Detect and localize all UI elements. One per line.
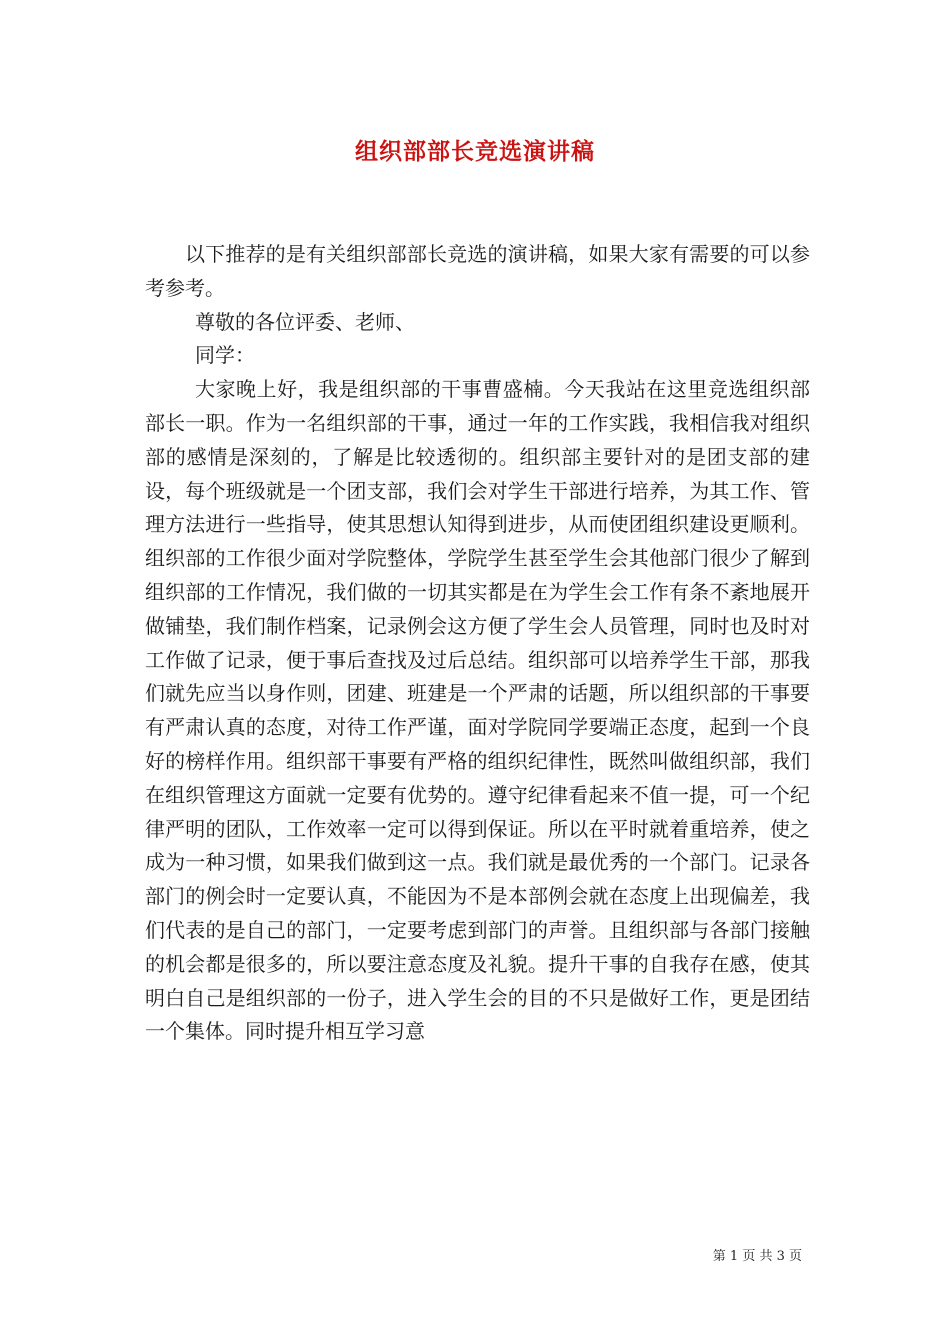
- document-body: [145, 238, 810, 1049]
- salutation-line-2: 同学：: [195, 343, 255, 368]
- document-title: 组织部部长竞选演讲稿: [355, 138, 595, 165]
- page-number-indicator: 第 1 页 共 3 页: [712, 1249, 802, 1264]
- salutation-line: 尊敬的各位评委、老师、: [195, 309, 415, 334]
- speech-body-paragraph: 大家晚上好，我是组织部的干事曹盛楠。今天我站在这里竞选组织部部长一职。作为一名组织部的干事，通过一年的工作实践，我相信我对组织部的感情是深刻的，了解是比较透彻的。组织部主要针对的是团支部的建设，每个班级就是一个团支部，我们会对学生干部进行培养，为其工作、管理方法进行一些指导，使其思想认知得到进步，从而使团组织建设更顺利。组织部的工作很少面对学院整体，学院学生甚至学生会其他部门很少了解到组织部的工作情况，我们做的一切其实都是在为学生会工作有条不紊地展开做铺垫，我们制作档案，记录例会这方便了学生会人员管理，同时也及时对工作做了记录，便于事后查找及过后总结。组织部可以培养学生干部，那我们就先应当以身作则，团建、班建是一个严肃的话题，所以组织部的干事要有严肃认真的态度，对待工作严谨，面对学院同学要端正态度，起到一个良好的榜样作用。组织部干事要有严格的组织纪律性，既然叫做组织部，我们在组织管理这方面就一定要有优势的。遵守纪律看起来不值一提，可一个纪律严明的团队，工作效率一定可以得到保证。所以在平时就着重培养，使之成为一种习惯，如果我们做到这一点。我们就是最优秀的一个部门。记录各部门的例会时一定要认真，不能因为不是本部例会就在态度上出现偏差，我们代表的是自己的部门，一定要考虑到部门的声誉。且组织部与各部门接触的机会都是很多的，所以要注意态度及礼貌。提升干事的自我存在感，使其明白自己是组织部的一份子，进入学生会的目的不只是做好工作，更是团结一个集体。同时提升相互学习意: [145, 377, 810, 1044]
- intro-paragraph: 以下推荐的是有关组织部部长竞选的演讲稿，如果大家有需要的可以参考参考。: [145, 242, 810, 300]
